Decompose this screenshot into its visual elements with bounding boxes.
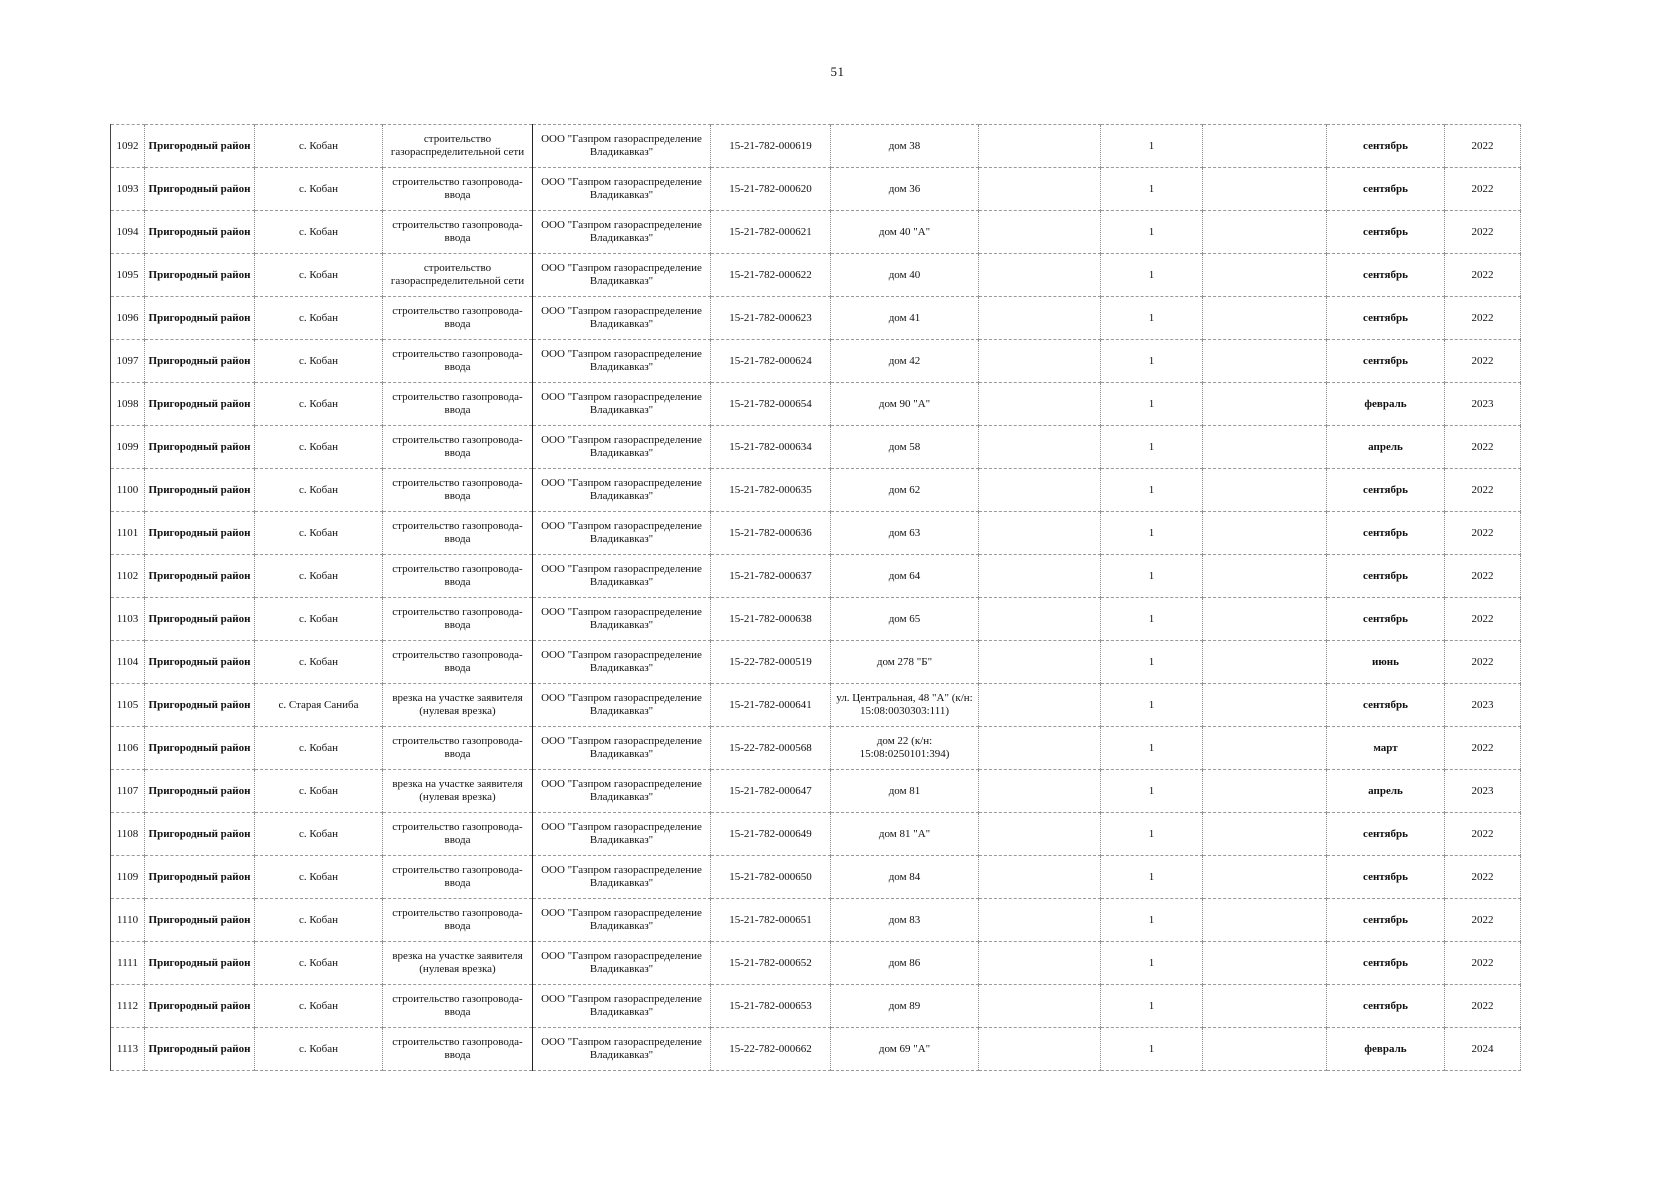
row-number: 1106 bbox=[111, 727, 145, 770]
organization-cell: ООО "Газпром газораспределение Владикавказ" bbox=[533, 340, 711, 383]
district-cell: Пригородный район bbox=[145, 727, 255, 770]
settlement-cell: с. Кобан bbox=[255, 598, 383, 641]
district-cell: Пригородный район bbox=[145, 383, 255, 426]
work-type-cell: строительство газораспределительной сети bbox=[383, 125, 533, 168]
empty-cell bbox=[979, 684, 1101, 727]
year-cell: 2022 bbox=[1445, 598, 1521, 641]
quantity-cell: 1 bbox=[1101, 1028, 1203, 1071]
organization-cell: ООО "Газпром газораспределение Владикавказ" bbox=[533, 1028, 711, 1071]
address-cell: дом 40 bbox=[831, 254, 979, 297]
application-code-cell: 15-21-782-000653 bbox=[711, 985, 831, 1028]
empty-cell bbox=[979, 340, 1101, 383]
row-number: 1109 bbox=[111, 856, 145, 899]
row-number: 1098 bbox=[111, 383, 145, 426]
year-cell: 2022 bbox=[1445, 340, 1521, 383]
table-row bbox=[111, 985, 1521, 1028]
address-cell: дом 64 bbox=[831, 555, 979, 598]
settlement-cell: с. Кобан bbox=[255, 727, 383, 770]
quantity-cell: 1 bbox=[1101, 856, 1203, 899]
application-code-cell: 15-22-782-000519 bbox=[711, 641, 831, 684]
table-row bbox=[111, 254, 1521, 297]
organization-cell: ООО "Газпром газораспределение Владикавказ" bbox=[533, 125, 711, 168]
year-cell: 2022 bbox=[1445, 297, 1521, 340]
year-cell: 2022 bbox=[1445, 168, 1521, 211]
table-row bbox=[111, 383, 1521, 426]
settlement-cell: с. Кобан bbox=[255, 340, 383, 383]
district-cell: Пригородный район bbox=[145, 1028, 255, 1071]
settlement-cell: с. Кобан bbox=[255, 512, 383, 555]
table-row bbox=[111, 727, 1521, 770]
row-number: 1096 bbox=[111, 297, 145, 340]
month-cell: сентябрь bbox=[1327, 985, 1445, 1028]
application-code-cell: 15-21-782-000624 bbox=[711, 340, 831, 383]
district-cell: Пригородный район bbox=[145, 813, 255, 856]
settlement-cell: с. Кобан bbox=[255, 942, 383, 985]
year-cell: 2022 bbox=[1445, 211, 1521, 254]
empty-cell bbox=[1203, 770, 1327, 813]
settlement-cell: с. Кобан bbox=[255, 985, 383, 1028]
year-cell: 2022 bbox=[1445, 813, 1521, 856]
month-cell: сентябрь bbox=[1327, 297, 1445, 340]
quantity-cell: 1 bbox=[1101, 770, 1203, 813]
work-type-cell: строительство газопровода-ввода bbox=[383, 727, 533, 770]
month-cell: сентябрь bbox=[1327, 813, 1445, 856]
empty-cell bbox=[1203, 942, 1327, 985]
work-type-cell: строительство газопровода-ввода bbox=[383, 1028, 533, 1071]
month-cell: сентябрь bbox=[1327, 340, 1445, 383]
empty-cell bbox=[1203, 125, 1327, 168]
organization-cell: ООО "Газпром газораспределение Владикавказ" bbox=[533, 727, 711, 770]
empty-cell bbox=[1203, 555, 1327, 598]
row-number: 1112 bbox=[111, 985, 145, 1028]
empty-cell bbox=[979, 426, 1101, 469]
address-cell: дом 81 "А" bbox=[831, 813, 979, 856]
quantity-cell: 1 bbox=[1101, 383, 1203, 426]
application-code-cell: 15-21-782-000635 bbox=[711, 469, 831, 512]
row-number: 1095 bbox=[111, 254, 145, 297]
table-row bbox=[111, 813, 1521, 856]
quantity-cell: 1 bbox=[1101, 813, 1203, 856]
district-cell: Пригородный район bbox=[145, 125, 255, 168]
district-cell: Пригородный район bbox=[145, 469, 255, 512]
address-cell: дом 40 "А" bbox=[831, 211, 979, 254]
application-code-cell: 15-21-782-000637 bbox=[711, 555, 831, 598]
quantity-cell: 1 bbox=[1101, 942, 1203, 985]
row-number: 1111 bbox=[111, 942, 145, 985]
quantity-cell: 1 bbox=[1101, 684, 1203, 727]
table-row bbox=[111, 168, 1521, 211]
settlement-cell: с. Кобан bbox=[255, 125, 383, 168]
empty-cell bbox=[1203, 426, 1327, 469]
empty-cell bbox=[1203, 211, 1327, 254]
district-cell: Пригородный район bbox=[145, 211, 255, 254]
application-code-cell: 15-21-782-000620 bbox=[711, 168, 831, 211]
row-number: 1105 bbox=[111, 684, 145, 727]
organization-cell: ООО "Газпром газораспределение Владикавказ" bbox=[533, 899, 711, 942]
work-type-cell: строительство газопровода-ввода bbox=[383, 383, 533, 426]
application-code-cell: 15-21-782-000652 bbox=[711, 942, 831, 985]
quantity-cell: 1 bbox=[1101, 985, 1203, 1028]
work-type-cell: строительство газопровода-ввода bbox=[383, 297, 533, 340]
table-row bbox=[111, 555, 1521, 598]
address-cell: дом 58 bbox=[831, 426, 979, 469]
empty-cell bbox=[1203, 297, 1327, 340]
district-cell: Пригородный район bbox=[145, 899, 255, 942]
empty-cell bbox=[979, 211, 1101, 254]
district-cell: Пригородный район bbox=[145, 598, 255, 641]
table-row bbox=[111, 684, 1521, 727]
settlement-cell: с. Кобан bbox=[255, 813, 383, 856]
address-cell: дом 65 bbox=[831, 598, 979, 641]
organization-cell: ООО "Газпром газораспределение Владикавказ" bbox=[533, 555, 711, 598]
empty-cell bbox=[979, 254, 1101, 297]
address-cell: дом 69 "А" bbox=[831, 1028, 979, 1071]
empty-cell bbox=[1203, 1028, 1327, 1071]
organization-cell: ООО "Газпром газораспределение Владикавказ" bbox=[533, 383, 711, 426]
empty-cell bbox=[979, 856, 1101, 899]
empty-cell bbox=[979, 598, 1101, 641]
district-cell: Пригородный район bbox=[145, 254, 255, 297]
year-cell: 2023 bbox=[1445, 770, 1521, 813]
district-cell: Пригородный район bbox=[145, 555, 255, 598]
empty-cell bbox=[979, 727, 1101, 770]
table-row bbox=[111, 899, 1521, 942]
work-type-cell: строительство газопровода-ввода bbox=[383, 555, 533, 598]
organization-cell: ООО "Газпром газораспределение Владикавказ" bbox=[533, 598, 711, 641]
district-cell: Пригородный район bbox=[145, 641, 255, 684]
year-cell: 2022 bbox=[1445, 426, 1521, 469]
application-code-cell: 15-21-782-000623 bbox=[711, 297, 831, 340]
month-cell: сентябрь bbox=[1327, 211, 1445, 254]
table-row bbox=[111, 770, 1521, 813]
table-row bbox=[111, 598, 1521, 641]
year-cell: 2022 bbox=[1445, 856, 1521, 899]
empty-cell bbox=[1203, 985, 1327, 1028]
application-code-cell: 15-21-782-000641 bbox=[711, 684, 831, 727]
row-number: 1094 bbox=[111, 211, 145, 254]
application-code-cell: 15-21-782-000619 bbox=[711, 125, 831, 168]
empty-cell bbox=[979, 985, 1101, 1028]
month-cell: сентябрь bbox=[1327, 555, 1445, 598]
gas-connection-registry-table bbox=[110, 124, 1521, 1071]
table-row bbox=[111, 340, 1521, 383]
month-cell: июнь bbox=[1327, 641, 1445, 684]
work-type-cell: строительство газораспределительной сети bbox=[383, 254, 533, 297]
empty-cell bbox=[1203, 856, 1327, 899]
empty-cell bbox=[979, 1028, 1101, 1071]
year-cell: 2023 bbox=[1445, 684, 1521, 727]
row-number: 1092 bbox=[111, 125, 145, 168]
settlement-cell: с. Кобан bbox=[255, 254, 383, 297]
work-type-cell: строительство газопровода-ввода bbox=[383, 211, 533, 254]
district-cell: Пригородный район bbox=[145, 168, 255, 211]
application-code-cell: 15-21-782-000654 bbox=[711, 383, 831, 426]
year-cell: 2022 bbox=[1445, 555, 1521, 598]
table-row bbox=[111, 297, 1521, 340]
organization-cell: ООО "Газпром газораспределение Владикавказ" bbox=[533, 512, 711, 555]
empty-cell bbox=[979, 942, 1101, 985]
year-cell: 2022 bbox=[1445, 985, 1521, 1028]
address-cell: дом 41 bbox=[831, 297, 979, 340]
organization-cell: ООО "Газпром газораспределение Владикавказ" bbox=[533, 297, 711, 340]
settlement-cell: с. Кобан bbox=[255, 469, 383, 512]
empty-cell bbox=[1203, 899, 1327, 942]
quantity-cell: 1 bbox=[1101, 598, 1203, 641]
district-cell: Пригородный район bbox=[145, 985, 255, 1028]
settlement-cell: с. Кобан bbox=[255, 555, 383, 598]
settlement-cell: с. Кобан bbox=[255, 383, 383, 426]
quantity-cell: 1 bbox=[1101, 297, 1203, 340]
row-number: 1104 bbox=[111, 641, 145, 684]
month-cell: февраль bbox=[1327, 1028, 1445, 1071]
year-cell: 2022 bbox=[1445, 512, 1521, 555]
month-cell: сентябрь bbox=[1327, 168, 1445, 211]
empty-cell bbox=[979, 168, 1101, 211]
application-code-cell: 15-22-782-000662 bbox=[711, 1028, 831, 1071]
month-cell: апрель bbox=[1327, 426, 1445, 469]
quantity-cell: 1 bbox=[1101, 168, 1203, 211]
table-row bbox=[111, 942, 1521, 985]
quantity-cell: 1 bbox=[1101, 899, 1203, 942]
empty-cell bbox=[979, 469, 1101, 512]
empty-cell bbox=[1203, 168, 1327, 211]
address-cell: дом 22 (к/н: 15:08:0250101:394) bbox=[831, 727, 979, 770]
year-cell: 2023 bbox=[1445, 383, 1521, 426]
empty-cell bbox=[1203, 340, 1327, 383]
quantity-cell: 1 bbox=[1101, 340, 1203, 383]
organization-cell: ООО "Газпром газораспределение Владикавказ" bbox=[533, 985, 711, 1028]
address-cell: дом 84 bbox=[831, 856, 979, 899]
application-code-cell: 15-21-782-000650 bbox=[711, 856, 831, 899]
work-type-cell: врезка на участке заявителя (нулевая врезка) bbox=[383, 942, 533, 985]
row-number: 1093 bbox=[111, 168, 145, 211]
quantity-cell: 1 bbox=[1101, 125, 1203, 168]
month-cell: сентябрь bbox=[1327, 125, 1445, 168]
organization-cell: ООО "Газпром газораспределение Владикавказ" bbox=[533, 254, 711, 297]
work-type-cell: строительство газопровода-ввода bbox=[383, 340, 533, 383]
work-type-cell: строительство газопровода-ввода bbox=[383, 985, 533, 1028]
month-cell: апрель bbox=[1327, 770, 1445, 813]
application-code-cell: 15-21-782-000622 bbox=[711, 254, 831, 297]
month-cell: февраль bbox=[1327, 383, 1445, 426]
year-cell: 2022 bbox=[1445, 254, 1521, 297]
application-code-cell: 15-21-782-000621 bbox=[711, 211, 831, 254]
settlement-cell: с. Кобан bbox=[255, 856, 383, 899]
settlement-cell: с. Кобан bbox=[255, 770, 383, 813]
district-cell: Пригородный район bbox=[145, 770, 255, 813]
organization-cell: ООО "Газпром газораспределение Владикавказ" bbox=[533, 426, 711, 469]
table-row bbox=[111, 125, 1521, 168]
address-cell: дом 63 bbox=[831, 512, 979, 555]
empty-cell bbox=[1203, 469, 1327, 512]
district-cell: Пригородный район bbox=[145, 297, 255, 340]
application-code-cell: 15-21-782-000634 bbox=[711, 426, 831, 469]
organization-cell: ООО "Газпром газораспределение Владикавказ" bbox=[533, 770, 711, 813]
table-row bbox=[111, 426, 1521, 469]
quantity-cell: 1 bbox=[1101, 512, 1203, 555]
address-cell: дом 42 bbox=[831, 340, 979, 383]
month-cell: сентябрь bbox=[1327, 469, 1445, 512]
work-type-cell: строительство газопровода-ввода bbox=[383, 856, 533, 899]
empty-cell bbox=[979, 383, 1101, 426]
month-cell: сентябрь bbox=[1327, 856, 1445, 899]
month-cell: сентябрь bbox=[1327, 598, 1445, 641]
quantity-cell: 1 bbox=[1101, 641, 1203, 684]
work-type-cell: строительство газопровода-ввода bbox=[383, 641, 533, 684]
address-cell: дом 62 bbox=[831, 469, 979, 512]
application-code-cell: 15-21-782-000651 bbox=[711, 899, 831, 942]
empty-cell bbox=[979, 512, 1101, 555]
organization-cell: ООО "Газпром газораспределение Владикавказ" bbox=[533, 469, 711, 512]
district-cell: Пригородный район bbox=[145, 512, 255, 555]
address-cell: дом 81 bbox=[831, 770, 979, 813]
work-type-cell: строительство газопровода-ввода bbox=[383, 469, 533, 512]
application-code-cell: 15-21-782-000636 bbox=[711, 512, 831, 555]
empty-cell bbox=[979, 641, 1101, 684]
table-body bbox=[111, 125, 1521, 1071]
empty-cell bbox=[979, 770, 1101, 813]
organization-cell: ООО "Газпром газораспределение Владикавказ" bbox=[533, 211, 711, 254]
quantity-cell: 1 bbox=[1101, 469, 1203, 512]
row-number: 1102 bbox=[111, 555, 145, 598]
address-cell: дом 83 bbox=[831, 899, 979, 942]
year-cell: 2022 bbox=[1445, 641, 1521, 684]
empty-cell bbox=[1203, 383, 1327, 426]
month-cell: сентябрь bbox=[1327, 684, 1445, 727]
district-cell: Пригородный район bbox=[145, 426, 255, 469]
quantity-cell: 1 bbox=[1101, 254, 1203, 297]
address-cell: дом 86 bbox=[831, 942, 979, 985]
organization-cell: ООО "Газпром газораспределение Владикавказ" bbox=[533, 813, 711, 856]
work-type-cell: строительство газопровода-ввода bbox=[383, 813, 533, 856]
quantity-cell: 1 bbox=[1101, 727, 1203, 770]
empty-cell bbox=[979, 555, 1101, 598]
application-code-cell: 15-21-782-000647 bbox=[711, 770, 831, 813]
row-number: 1107 bbox=[111, 770, 145, 813]
year-cell: 2022 bbox=[1445, 942, 1521, 985]
month-cell: сентябрь bbox=[1327, 942, 1445, 985]
organization-cell: ООО "Газпром газораспределение Владикавказ" bbox=[533, 856, 711, 899]
application-code-cell: 15-21-782-000649 bbox=[711, 813, 831, 856]
month-cell: сентябрь bbox=[1327, 899, 1445, 942]
empty-cell bbox=[1203, 813, 1327, 856]
work-type-cell: строительство газопровода-ввода bbox=[383, 598, 533, 641]
address-cell: дом 36 bbox=[831, 168, 979, 211]
table-row bbox=[111, 469, 1521, 512]
district-cell: Пригородный район bbox=[145, 856, 255, 899]
quantity-cell: 1 bbox=[1101, 555, 1203, 598]
year-cell: 2022 bbox=[1445, 899, 1521, 942]
district-cell: Пригородный район bbox=[145, 942, 255, 985]
table-row bbox=[111, 1028, 1521, 1071]
page-number: 51 bbox=[830, 64, 845, 79]
empty-cell bbox=[1203, 641, 1327, 684]
work-type-cell: строительство газопровода-ввода bbox=[383, 426, 533, 469]
empty-cell bbox=[979, 297, 1101, 340]
district-cell: Пригородный район bbox=[145, 684, 255, 727]
work-type-cell: врезка на участке заявителя (нулевая врезка) bbox=[383, 770, 533, 813]
row-number: 1097 bbox=[111, 340, 145, 383]
address-cell: дом 89 bbox=[831, 985, 979, 1028]
table-row bbox=[111, 856, 1521, 899]
table-row bbox=[111, 641, 1521, 684]
address-cell: дом 278 "Б" bbox=[831, 641, 979, 684]
settlement-cell: с. Кобан bbox=[255, 297, 383, 340]
address-cell: дом 90 "А" bbox=[831, 383, 979, 426]
year-cell: 2022 bbox=[1445, 125, 1521, 168]
address-cell: ул. Центральная, 48 "А" (к/н: 15:08:0030303:111) bbox=[831, 684, 979, 727]
empty-cell bbox=[1203, 254, 1327, 297]
row-number: 1110 bbox=[111, 899, 145, 942]
organization-cell: ООО "Газпром газораспределение Владикавказ" bbox=[533, 641, 711, 684]
settlement-cell: с. Кобан bbox=[255, 211, 383, 254]
organization-cell: ООО "Газпром газораспределение Владикавказ" bbox=[533, 942, 711, 985]
empty-cell bbox=[1203, 684, 1327, 727]
quantity-cell: 1 bbox=[1101, 211, 1203, 254]
row-number: 1100 bbox=[111, 469, 145, 512]
table-row bbox=[111, 211, 1521, 254]
month-cell: сентябрь bbox=[1327, 254, 1445, 297]
empty-cell bbox=[1203, 512, 1327, 555]
settlement-cell: с. Кобан bbox=[255, 641, 383, 684]
empty-cell bbox=[979, 813, 1101, 856]
month-cell: сентябрь bbox=[1327, 512, 1445, 555]
row-number: 1113 bbox=[111, 1028, 145, 1071]
district-cell: Пригородный район bbox=[145, 340, 255, 383]
empty-cell bbox=[1203, 598, 1327, 641]
settlement-cell: с. Кобан bbox=[255, 426, 383, 469]
empty-cell bbox=[979, 125, 1101, 168]
year-cell: 2022 bbox=[1445, 727, 1521, 770]
work-type-cell: строительство газопровода-ввода bbox=[383, 899, 533, 942]
work-type-cell: строительство газопровода-ввода bbox=[383, 512, 533, 555]
empty-cell bbox=[1203, 727, 1327, 770]
organization-cell: ООО "Газпром газораспределение Владикавказ" bbox=[533, 684, 711, 727]
empty-cell bbox=[979, 899, 1101, 942]
address-cell: дом 38 bbox=[831, 125, 979, 168]
organization-cell: ООО "Газпром газораспределение Владикавказ" bbox=[533, 168, 711, 211]
application-code-cell: 15-22-782-000568 bbox=[711, 727, 831, 770]
settlement-cell: с. Кобан bbox=[255, 168, 383, 211]
application-code-cell: 15-21-782-000638 bbox=[711, 598, 831, 641]
year-cell: 2022 bbox=[1445, 469, 1521, 512]
year-cell: 2024 bbox=[1445, 1028, 1521, 1071]
row-number: 1103 bbox=[111, 598, 145, 641]
month-cell: март bbox=[1327, 727, 1445, 770]
row-number: 1099 bbox=[111, 426, 145, 469]
table-row bbox=[111, 512, 1521, 555]
row-number: 1101 bbox=[111, 512, 145, 555]
settlement-cell: с. Старая Саниба bbox=[255, 684, 383, 727]
settlement-cell: с. Кобан bbox=[255, 899, 383, 942]
work-type-cell: врезка на участке заявителя (нулевая врезка) bbox=[383, 684, 533, 727]
quantity-cell: 1 bbox=[1101, 426, 1203, 469]
work-type-cell: строительство газопровода-ввода bbox=[383, 168, 533, 211]
row-number: 1108 bbox=[111, 813, 145, 856]
settlement-cell: с. Кобан bbox=[255, 1028, 383, 1071]
